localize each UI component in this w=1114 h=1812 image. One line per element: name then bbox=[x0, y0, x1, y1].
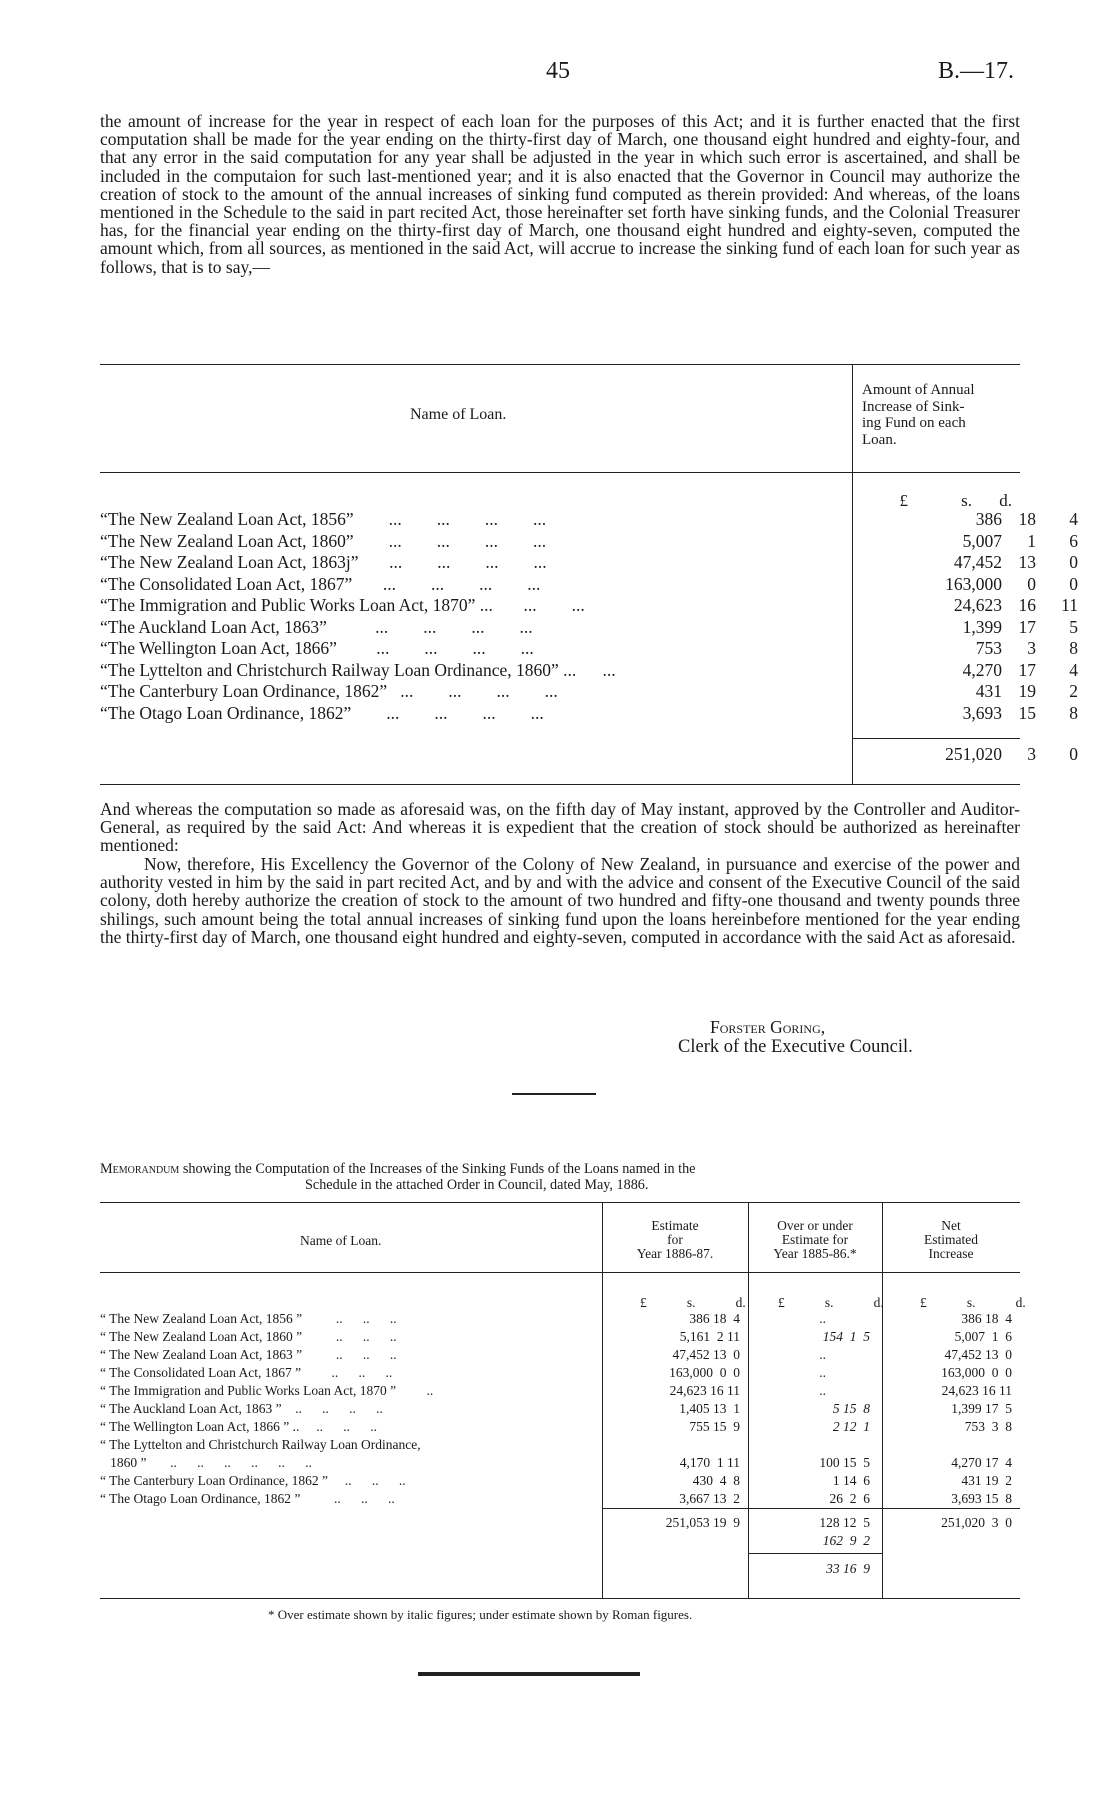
total-pounds: 251,020 bbox=[945, 744, 1002, 764]
amount-shillings: 16 bbox=[1018, 595, 1036, 615]
amount-shillings: 17 bbox=[1018, 659, 1036, 680]
memo-col-net bbox=[882, 1219, 1020, 1261]
memo-col-estimate-line: for bbox=[667, 1232, 683, 1247]
memo-col-estimate-line: Estimate bbox=[651, 1218, 699, 1233]
memo-loan-name: “ The New Zealand Loan Act, 1856 ” .. .. .. bbox=[100, 1311, 397, 1326]
loan-name: “The Auckland Loan Act, 1863” ... ... ... ... bbox=[100, 616, 533, 637]
table1-total bbox=[852, 744, 1078, 766]
memo-estimate: 47,452 13 0 bbox=[672, 1347, 740, 1362]
memo-row bbox=[0, 1418, 1114, 1436]
memo-row bbox=[0, 1382, 1114, 1400]
memo-heading-line2: Schedule in the attached Order in Council, dated May, 1886. bbox=[305, 1177, 649, 1193]
loan-name: “The Otago Loan Ordinance, 1862” ... ... ... ... bbox=[100, 702, 544, 723]
memo-unit-label: £ bbox=[640, 1295, 647, 1310]
amount-pounds: 431 bbox=[975, 681, 1002, 701]
amount-pounds: 1,399 bbox=[962, 616, 1002, 637]
table1-row bbox=[100, 702, 1078, 725]
table1-col-amount-line: Increase of Sink- bbox=[862, 398, 965, 415]
amount-pence: 11 bbox=[1061, 595, 1078, 615]
amount-pence: 6 bbox=[1069, 530, 1078, 551]
signature-title: Clerk of the Executive Council. bbox=[678, 1037, 913, 1057]
memo-row bbox=[0, 1364, 1114, 1382]
signature-name: Forster Goring, bbox=[710, 1017, 826, 1037]
memo-heading: Memorandum showing the Computation of the Increases of the Sinking Funds of the Loans named in the bbox=[100, 1161, 696, 1177]
memo-total-over-italic: 162 9 2 bbox=[822, 1533, 870, 1548]
amount-pence: 0 bbox=[1069, 552, 1078, 572]
amount-pence: 8 bbox=[1069, 638, 1078, 658]
memo-footnote: * Over estimate shown by italic figures; under estimate shown by Roman figures. bbox=[268, 1607, 693, 1622]
table1-unit-label: £ bbox=[899, 491, 908, 510]
table1-total-rule bbox=[852, 738, 1020, 739]
memo-row bbox=[0, 1490, 1114, 1508]
memo-unit-label: s. bbox=[966, 1295, 976, 1310]
paragraph-now-therefore: Now, therefore, His Excellency the Governor of the Colony of New Zealand, in pursuance and exercise of the power and authority vested in him by the said in part recited Act, and by and with the advice and consent of the Executive Council of the said colony, doth hereby authorize the creation of stock to the amount of two hundred and fifty-one thousand and twenty pounds three shilings, such amount being the total annual increases of sinking fund upon the loans hereinbefore mentioned for the year ending the thirty-first day of March, one thousand eight hundred and eighty-seven, computed in accordance with the said Act as aforesaid. bbox=[100, 854, 1020, 947]
table1-row bbox=[100, 595, 1078, 617]
page-number: 45 bbox=[546, 58, 570, 84]
amount-pounds: 163,000 bbox=[945, 573, 1002, 594]
amount-pounds: 4,270 bbox=[962, 659, 1002, 680]
memo-over-under: .. bbox=[819, 1383, 826, 1398]
memo-over-under: 5 15 8 bbox=[832, 1401, 870, 1416]
table1-row bbox=[100, 616, 1078, 639]
memo-col-over-line: Year 1885-86.* bbox=[773, 1246, 857, 1261]
memo-net: 24,623 16 11 bbox=[941, 1383, 1012, 1398]
amount-pounds: 3,693 bbox=[962, 702, 1002, 723]
amount-shillings: 18 bbox=[1018, 509, 1036, 529]
memo-estimate: 386 18 4 bbox=[689, 1311, 740, 1326]
amount-shillings: 1 bbox=[1027, 530, 1036, 551]
table1-row bbox=[100, 530, 1078, 553]
memo-net: 1,399 17 5 bbox=[951, 1401, 1012, 1416]
table1-col-amount bbox=[862, 382, 975, 448]
total-shillings: 3 bbox=[1027, 744, 1036, 764]
table1-row bbox=[100, 509, 1078, 531]
memo-col-net-line: Estimated bbox=[924, 1232, 978, 1247]
table1-row bbox=[100, 681, 1078, 703]
memo-estimate: 755 15 9 bbox=[689, 1419, 740, 1434]
memo-unit-label: s. bbox=[686, 1295, 696, 1310]
memo-row bbox=[0, 1328, 1114, 1346]
memo-difference: 33 16 9 bbox=[826, 1561, 870, 1576]
memo-row bbox=[0, 1436, 1114, 1454]
table1-top-rule bbox=[100, 364, 1020, 365]
amount-pence: 4 bbox=[1069, 509, 1078, 529]
memo-col-over-line: Estimate for bbox=[781, 1232, 849, 1247]
memo-total-over-roman: 128 12 5 bbox=[819, 1515, 870, 1530]
amount-pounds: 5,007 bbox=[962, 530, 1002, 551]
memo-estimate: 430 4 8 bbox=[692, 1473, 740, 1488]
amount-shillings: 13 bbox=[1018, 552, 1036, 572]
memo-over-under: 1 14 6 bbox=[832, 1473, 870, 1488]
memo-estimate: 163,000 0 0 bbox=[669, 1365, 740, 1380]
section-divider bbox=[512, 1093, 596, 1095]
memo-net: 5,007 1 6 bbox=[954, 1329, 1012, 1344]
memo-unit-label: d. bbox=[1015, 1295, 1026, 1310]
paragraph-whereas: And whereas the computation so made as aforesaid was, on the fifth day of May instant, approved by the Controller and Auditor-General, as required by the said Act: And whereas it is expedient that the creation of stock should be authorized as hereinafter mentioned: bbox=[100, 799, 1020, 856]
memo-col-estimate bbox=[602, 1219, 748, 1261]
page-end-rule bbox=[418, 1672, 640, 1676]
memo-col-net-line: Net bbox=[941, 1218, 961, 1233]
memo-loan-name: “ The Otago Loan Ordinance, 1862 ” .. .. .. bbox=[100, 1491, 395, 1506]
memo-over-under: 100 15 5 bbox=[819, 1455, 870, 1470]
memo-unit-label: s. bbox=[824, 1295, 834, 1310]
memo-rows bbox=[0, 1310, 1114, 1508]
amount-pence: 4 bbox=[1069, 659, 1078, 680]
memo-over-under: .. bbox=[819, 1365, 826, 1380]
amount-pounds: 753 bbox=[975, 638, 1002, 658]
table1-units-row bbox=[852, 491, 1020, 511]
memo-over-under: 26 2 6 bbox=[829, 1491, 870, 1506]
memo-over-under: 154 1 5 bbox=[822, 1329, 870, 1344]
memo-over-under: 2 12 1 bbox=[832, 1419, 870, 1434]
amount-shillings: 0 bbox=[1027, 573, 1036, 594]
memo-row bbox=[0, 1472, 1114, 1490]
table1-bottom-rule bbox=[100, 784, 1020, 785]
amount-pence: 0 bbox=[1069, 573, 1078, 594]
memo-net: 431 19 2 bbox=[961, 1473, 1012, 1488]
memo-net: 3,693 15 8 bbox=[951, 1491, 1012, 1506]
table1-row bbox=[100, 552, 1078, 574]
loan-name: “The Lyttelton and Christchurch Railway Loan Ordinance, 1860” ... ... bbox=[100, 659, 616, 680]
memo-col-net-line: Increase bbox=[928, 1246, 974, 1261]
amount-pence: 2 bbox=[1069, 681, 1078, 701]
memo-loan-name: “ The New Zealand Loan Act, 1860 ” .. .. .. bbox=[100, 1329, 397, 1344]
memo-col-estimate-line: Year 1886-87. bbox=[636, 1246, 714, 1261]
memo-loan-name: 1860 ” .. .. .. .. .. .. bbox=[100, 1455, 312, 1470]
memo-total-estimate: 251,053 19 9 bbox=[665, 1515, 740, 1530]
memo-unit-label: d. bbox=[735, 1295, 746, 1310]
memo-units bbox=[640, 1294, 746, 1311]
memo-row bbox=[0, 1454, 1114, 1472]
memo-col-name: Name of Loan. bbox=[300, 1233, 382, 1248]
memo-loan-name: “ The Canterbury Loan Ordinance, 1862 ” .. .. .. bbox=[100, 1473, 406, 1488]
amount-pounds: 47,452 bbox=[953, 552, 1002, 572]
amount-shillings: 3 bbox=[1027, 638, 1036, 658]
document-reference: B.—17. bbox=[937, 58, 1014, 84]
table1-header-rule bbox=[100, 472, 1020, 473]
memo-row bbox=[0, 1400, 1114, 1418]
table1-col-amount-line: Loan. bbox=[862, 431, 897, 448]
memo-loan-name: “ The Consolidated Loan Act, 1867 ” .. .. .. bbox=[100, 1365, 393, 1380]
memo-row bbox=[0, 1310, 1114, 1328]
loan-name: “The Wellington Loan Act, 1866” ... ... ... ... bbox=[100, 638, 534, 658]
total-pence: 0 bbox=[1069, 744, 1078, 764]
loan-name: “The New Zealand Loan Act, 1860” ... ... ... ... bbox=[100, 530, 547, 551]
memo-total-rule bbox=[602, 1508, 1020, 1509]
memo-row bbox=[0, 1346, 1114, 1364]
table1-unit-label: s. bbox=[961, 491, 972, 510]
loan-name: “The Immigration and Public Works Loan Act, 1870” ... ... ... bbox=[100, 595, 585, 615]
memo-units bbox=[778, 1294, 884, 1311]
memo-col-over-line: Over or under bbox=[777, 1218, 853, 1233]
memo-estimate: 5,161 2 11 bbox=[679, 1329, 740, 1344]
memo-over-under: .. bbox=[819, 1347, 826, 1362]
intro-paragraph: the amount of increase for the year in respect of each loan for the purposes of this Act; and it is further enacted that the first computation shall be made for the year ending on the thirty-first day of March, one thousand eight hundred and eighty-four, and that any error in the said computation for any year shall be adjusted in the year in which such error is ascertained, and shall be included in the computaion for such last-mentioned year; and it is also enacted that the Governor in Council may authorize the creation of stock to the amount of the annual increases of sinking fund computed as therein provided: And whereas, of the loans mentioned in the Schedule to the said in part recited Act, those hereinafter set forth have sinking funds, and the Colonial Treasurer has, for the financial year ending on the thirty-first day of March, one thousand eight hundred and eighty-seven, computed the amount which, from all sources, as mentioned in the said Act, will accrue to increase the sinking fund of each loan for such year as follows, that is to say,— bbox=[100, 111, 1020, 277]
amount-pounds: 386 bbox=[975, 509, 1002, 529]
amount-shillings: 15 bbox=[1018, 702, 1036, 723]
memo-total-net: 251,020 3 0 bbox=[941, 1515, 1012, 1530]
loan-name: “The New Zealand Loan Act, 1856” ... ... ... ... bbox=[100, 509, 547, 529]
memo-net: 163,000 0 0 bbox=[941, 1365, 1012, 1380]
memo-bottom-rule bbox=[100, 1598, 1020, 1599]
amount-shillings: 19 bbox=[1018, 681, 1036, 701]
memo-totals bbox=[0, 1514, 1114, 1574]
memo-unit-label: £ bbox=[920, 1295, 927, 1310]
amount-pounds: 24,623 bbox=[953, 595, 1002, 615]
memo-net: 386 18 4 bbox=[961, 1311, 1012, 1326]
loan-name: “The Consolidated Loan Act, 1867” ... ... ... ... bbox=[100, 573, 541, 594]
memo-loan-name: “ The Lyttelton and Christchurch Railway Loan Ordinance, bbox=[100, 1437, 421, 1452]
table1-col-amount-line: ing Fund on each bbox=[862, 415, 966, 431]
memo-loan-name: “ The Immigration and Public Works Loan Act, 1870 ” .. bbox=[100, 1383, 434, 1398]
memo-over-under: .. bbox=[819, 1311, 826, 1326]
memo-heading-word: Memorandum bbox=[100, 1161, 180, 1177]
memo-net: 47,452 13 0 bbox=[944, 1347, 1012, 1362]
table1-row bbox=[100, 659, 1078, 682]
memo-units bbox=[920, 1294, 1026, 1311]
memo-estimate: 24,623 16 11 bbox=[669, 1383, 740, 1398]
table1-unit-label: d. bbox=[999, 491, 1012, 510]
amount-pence: 5 bbox=[1069, 616, 1078, 637]
table1-col-amount-line: Amount of Annual bbox=[862, 382, 975, 398]
amount-pence: 8 bbox=[1069, 702, 1078, 723]
amount-shillings: 17 bbox=[1018, 616, 1036, 637]
memo-estimate: 1,405 13 1 bbox=[679, 1401, 740, 1416]
table1-row bbox=[100, 573, 1078, 596]
memo-loan-name: “ The New Zealand Loan Act, 1863 ” .. .. .. bbox=[100, 1347, 397, 1362]
memo-loan-name: “ The Auckland Loan Act, 1863 ” .. .. .. .. bbox=[100, 1401, 383, 1416]
loan-name: “The New Zealand Loan Act, 1863j” ... ... ... ... bbox=[100, 552, 547, 572]
memo-net: 4,270 17 4 bbox=[951, 1455, 1012, 1470]
table1-rows bbox=[100, 509, 1078, 724]
memo-loan-name: “ The Wellington Loan Act, 1866 ” .. .. .. .. bbox=[100, 1419, 378, 1434]
table1-row bbox=[100, 638, 1078, 660]
memo-estimate: 3,667 13 2 bbox=[679, 1491, 740, 1506]
table1-col-name: Name of Loan. bbox=[410, 406, 507, 423]
memo-unit-label: d. bbox=[873, 1295, 884, 1310]
memo-col-over-under bbox=[748, 1219, 882, 1261]
loan-name: “The Canterbury Loan Ordinance, 1862” ... ... ... ... bbox=[100, 681, 558, 701]
memo-unit-label: £ bbox=[778, 1295, 785, 1310]
memo-net: 753 3 8 bbox=[964, 1419, 1012, 1434]
memo-estimate: 4,170 1 11 bbox=[679, 1455, 740, 1470]
